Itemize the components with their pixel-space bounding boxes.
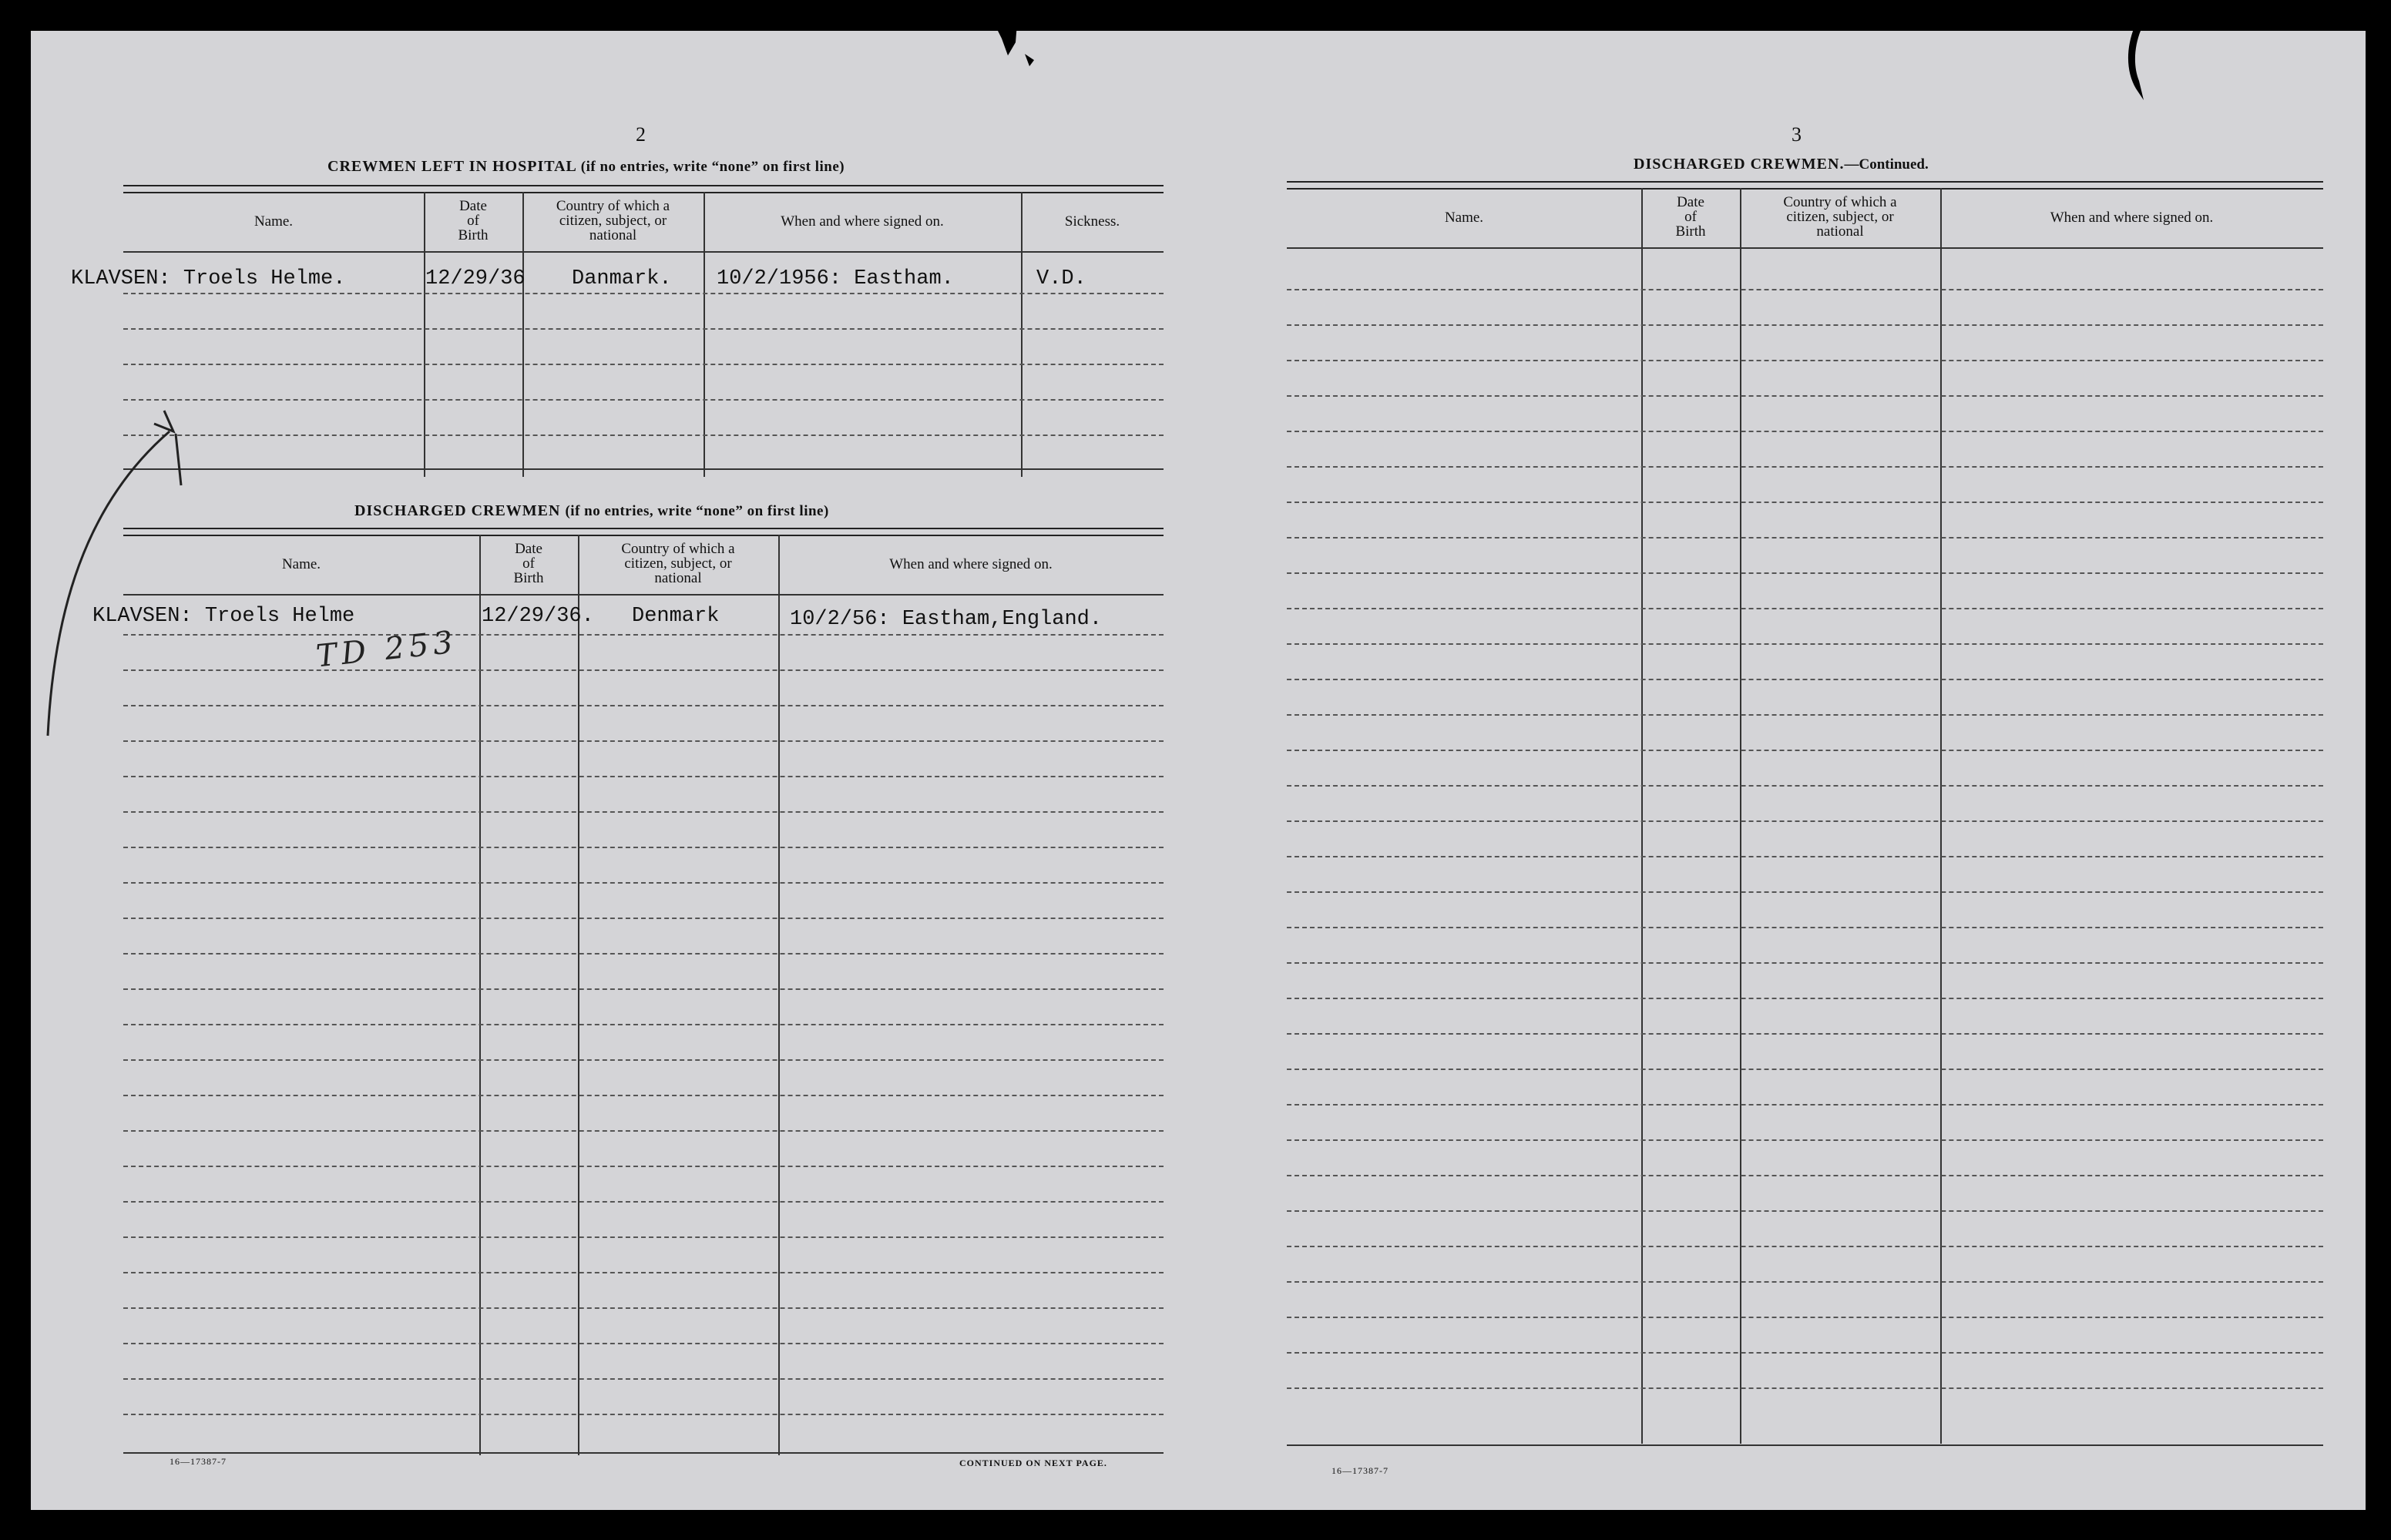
table-row-line xyxy=(1287,324,2323,326)
table-row-line xyxy=(123,634,1164,636)
table-row-line xyxy=(1287,608,2323,609)
table-row-line xyxy=(1287,1246,2323,1247)
hospital-table xyxy=(71,185,1164,493)
table-row-line xyxy=(1287,714,2323,716)
table-row-line xyxy=(1287,1069,2323,1070)
discharged-table xyxy=(92,528,1164,1452)
table-row-line xyxy=(123,399,1164,401)
hospital-title-note: (if no entries, write “none” on first line) xyxy=(580,159,845,175)
table-bottom-rule xyxy=(1287,1444,2323,1446)
table-row-line xyxy=(123,1414,1164,1415)
table-row-line xyxy=(1287,1317,2323,1318)
title-text: DISCHARGED CREWMEN. xyxy=(1634,156,1845,173)
form-number: 16—17387-7 xyxy=(170,1456,227,1467)
column-divider xyxy=(1740,188,1741,1444)
table-row-line xyxy=(1287,927,2323,928)
handwritten-note: TD 253 xyxy=(314,624,459,675)
column-divider xyxy=(1641,188,1643,1444)
header-sickness: Sickness. xyxy=(1064,213,1120,230)
right-page xyxy=(1287,123,2323,1476)
crew-sickness: V.D. xyxy=(1036,267,1086,290)
table-row-line xyxy=(123,882,1164,884)
header-signed: When and where signed on. xyxy=(2050,210,2214,226)
hospital-title-text: CREWMEN LEFT IN HOSPITAL xyxy=(327,158,576,175)
discharged-continued-title xyxy=(1634,156,1929,173)
table-row-line xyxy=(123,988,1164,990)
crew-country: Denmark xyxy=(632,605,720,628)
continued-note: CONTINUED ON NEXT PAGE. xyxy=(959,1458,1107,1468)
table-row-line xyxy=(1287,360,2323,361)
table-row-line xyxy=(123,953,1164,955)
table-bottom-rule xyxy=(123,468,1164,470)
table-row-line xyxy=(1287,395,2323,397)
header-bottom-rule xyxy=(123,594,1164,596)
discharged-continued-table xyxy=(1287,181,2323,1444)
crew-name: KLAVSEN: Troels Helme. xyxy=(71,267,346,290)
table-row-line xyxy=(1287,502,2323,503)
torn-edge-mark xyxy=(2119,27,2158,112)
discharged-title xyxy=(354,502,829,520)
header-signed: When and where signed on. xyxy=(889,556,1053,572)
table-row-line xyxy=(123,811,1164,813)
header-country: Country of which a citizen, subject, or national xyxy=(556,198,670,243)
column-divider xyxy=(778,535,780,1455)
crew-country: Danmark. xyxy=(572,267,672,290)
page-number: 2 xyxy=(636,123,646,146)
table-row-line xyxy=(1287,1175,2323,1176)
table-row-line xyxy=(123,293,1164,294)
table-row-line xyxy=(123,1095,1164,1096)
table-row-line xyxy=(123,705,1164,706)
form-number: 16—17387-7 xyxy=(1332,1465,1389,1476)
column-divider xyxy=(479,535,481,1455)
column-divider xyxy=(578,535,579,1455)
column-divider xyxy=(1940,188,1942,1444)
discharged-title-text: DISCHARGED CREWMEN xyxy=(354,502,561,519)
crew-name: KLAVSEN: Troels Helme xyxy=(92,605,355,628)
table-row-line xyxy=(1287,431,2323,432)
table-row-line xyxy=(123,364,1164,365)
table-row-line xyxy=(123,669,1164,671)
header-dob: Date of Birth xyxy=(513,541,544,586)
table-row-line xyxy=(1287,1104,2323,1106)
header-dob: Date of Birth xyxy=(458,198,489,243)
discharged-title-note: (if no entries, write “none” on first line) xyxy=(565,503,829,519)
table-row-line xyxy=(1287,1210,2323,1212)
table-row-line xyxy=(1287,572,2323,574)
table-row-line xyxy=(123,776,1164,777)
table-row-line xyxy=(1287,891,2323,893)
header-name: Name. xyxy=(281,556,321,572)
table-row-line xyxy=(1287,1281,2323,1283)
table-top-rule xyxy=(123,528,1164,536)
page-number: 3 xyxy=(1792,123,1802,146)
table-row-line xyxy=(123,328,1164,330)
table-row-line xyxy=(123,1059,1164,1061)
header-bottom-rule xyxy=(123,251,1164,253)
table-row-line xyxy=(1287,643,2323,645)
title-suffix: —Continued. xyxy=(1844,156,1929,173)
table-row-line xyxy=(1287,1352,2323,1354)
crew-signed: 10/2/1956: Eastham. xyxy=(717,267,954,290)
table-row-line xyxy=(123,1201,1164,1203)
table-row-line xyxy=(123,1166,1164,1167)
table-row-line xyxy=(123,1272,1164,1273)
table-row-line xyxy=(123,1307,1164,1309)
hospital-title xyxy=(327,158,845,176)
crew-dob: 12/29/36. xyxy=(482,605,594,628)
table-row-line xyxy=(123,918,1164,919)
torn-edge-mark xyxy=(994,23,1086,69)
table-row-line xyxy=(1287,1139,2323,1141)
table-row-line xyxy=(1287,820,2323,822)
table-row-line xyxy=(1287,856,2323,857)
crew-signed: 10/2/56: Eastham,England. xyxy=(790,608,1103,631)
table-top-rule xyxy=(1287,181,2323,190)
table-row-line xyxy=(1287,785,2323,787)
table-row-line xyxy=(123,1378,1164,1380)
header-dob: Date of Birth xyxy=(1675,194,1706,240)
table-top-rule xyxy=(123,185,1164,193)
table-row-line xyxy=(1287,750,2323,751)
header-country: Country of which a citizen, subject, or national xyxy=(1783,194,1897,240)
table-row-line xyxy=(123,1343,1164,1344)
table-row-line xyxy=(123,1130,1164,1132)
table-row-line xyxy=(1287,679,2323,680)
table-row-line xyxy=(123,847,1164,848)
crew-dob: 12/29/36 xyxy=(425,267,526,290)
table-row-line xyxy=(123,1236,1164,1238)
table-row-line xyxy=(1287,998,2323,999)
table-row-line xyxy=(123,1024,1164,1025)
header-signed: When and where signed on. xyxy=(781,213,944,230)
table-row-line xyxy=(1287,466,2323,468)
header-name: Name. xyxy=(1444,210,1484,226)
paper-sheet xyxy=(31,31,2366,1510)
table-row-line xyxy=(1287,1387,2323,1389)
handwritten-arrow-icon xyxy=(39,320,239,751)
header-country: Country of which a citizen, subject, or national xyxy=(621,541,735,586)
table-row-line xyxy=(1287,1033,2323,1035)
header-bottom-rule xyxy=(1287,247,2323,249)
table-row-line xyxy=(123,434,1164,436)
header-name: Name. xyxy=(254,213,294,230)
table-bottom-rule xyxy=(123,1452,1164,1454)
table-row-line xyxy=(1287,289,2323,290)
table-row-line xyxy=(1287,962,2323,964)
table-row-line xyxy=(123,740,1164,742)
table-row-line xyxy=(1287,537,2323,538)
left-page xyxy=(71,123,1164,1471)
